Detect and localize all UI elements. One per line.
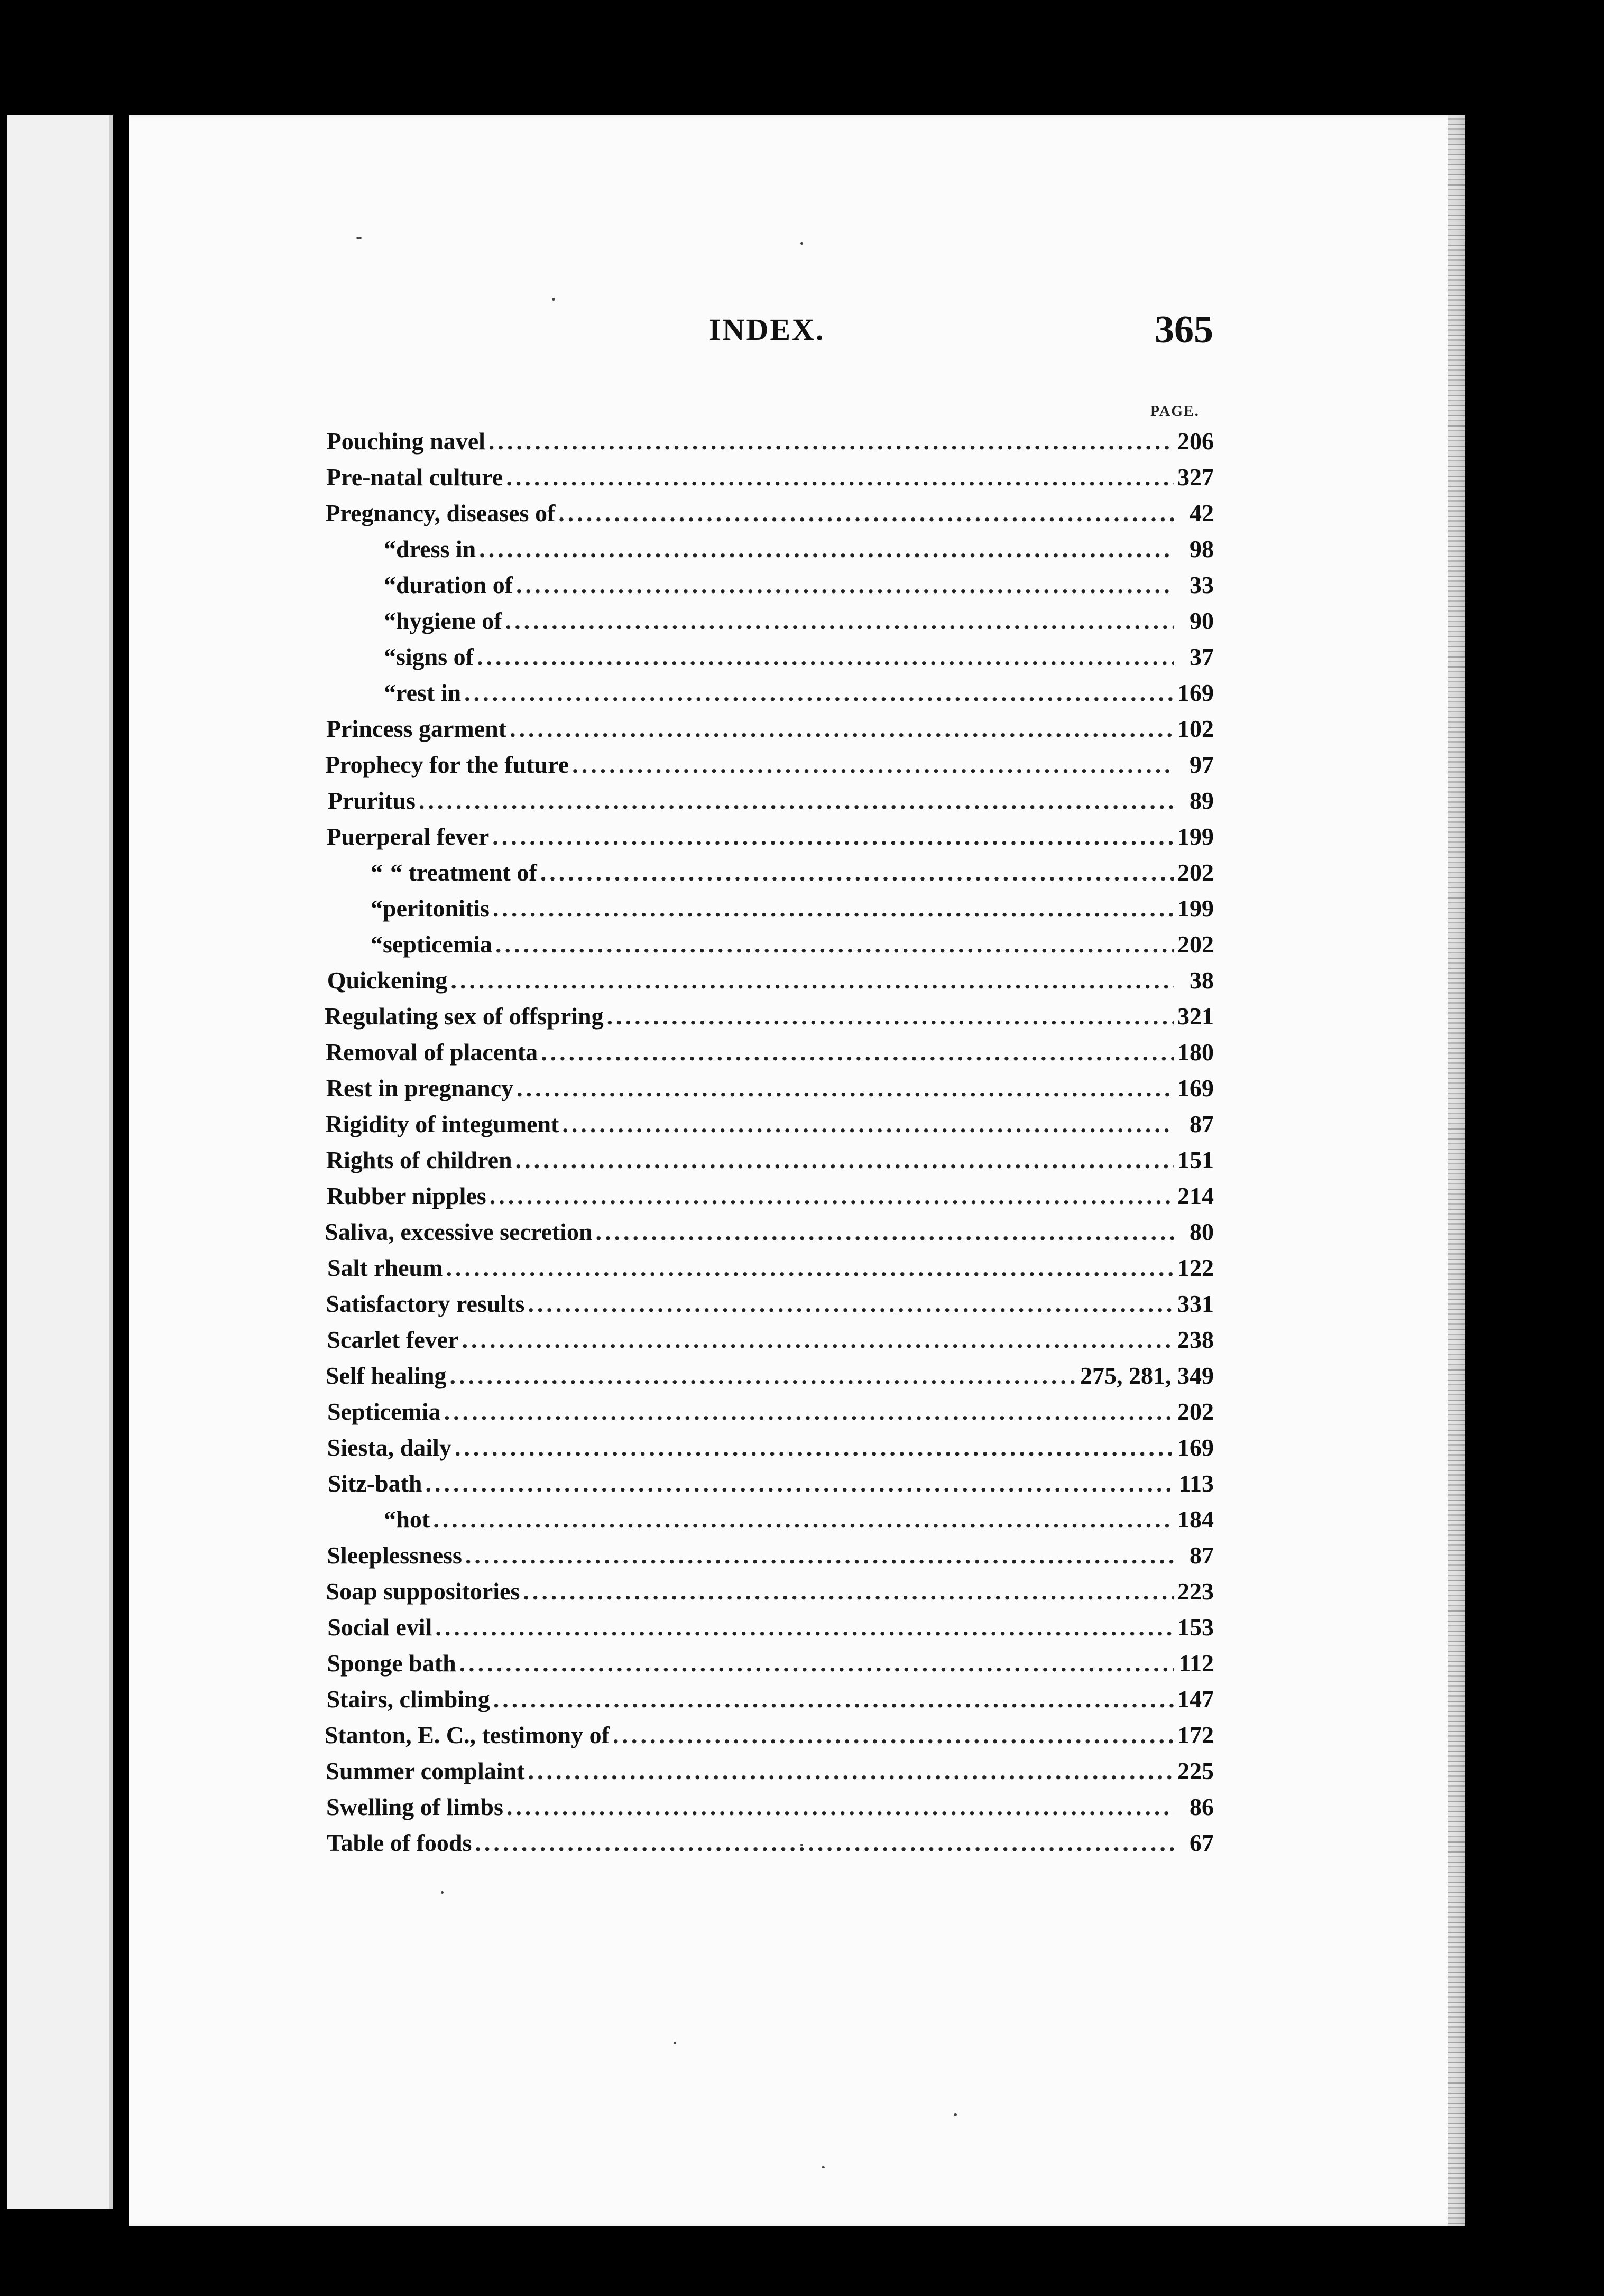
scan-speck [552, 298, 555, 301]
index-subentry [315, 607, 1214, 643]
index-entry [315, 1038, 1214, 1074]
dot-leader [493, 1685, 1174, 1713]
entry-label: Swelling of limbs [326, 1793, 503, 1820]
entry-page: 169 [1177, 1434, 1214, 1461]
entry-page: 90 [1190, 607, 1214, 634]
ditto-mark: “ [371, 859, 383, 886]
entry-page: 67 [1190, 1829, 1214, 1856]
entry-label: rest in [396, 679, 462, 706]
dot-leader [506, 1793, 1174, 1821]
index-entry [315, 1182, 1214, 1218]
dot-leader [446, 1254, 1174, 1282]
index-subentry [315, 1505, 1214, 1541]
entry-page: 122 [1177, 1254, 1214, 1281]
entry-page: 98 [1190, 535, 1214, 562]
entry-label: Saliva, excessive secretion [325, 1218, 593, 1245]
entry-label: Self healing [325, 1362, 447, 1389]
scan-speck [800, 1844, 803, 1846]
entry-page: 113 [1178, 1470, 1214, 1497]
entry-label: hygiene of [396, 607, 502, 634]
entry-label: Satisfactory results [326, 1290, 525, 1317]
entry-label: Quickening [327, 967, 448, 994]
entry-label: Summer complaint [326, 1757, 525, 1784]
index-entry [315, 1685, 1214, 1721]
entry-label: Princess garment [326, 715, 507, 742]
entry-page: 169 [1177, 1075, 1214, 1101]
entry-page: 275, 281, 349 [1080, 1362, 1214, 1389]
entry-page: 33 [1190, 571, 1214, 598]
entry-page: 199 [1177, 823, 1214, 850]
entry-label: Sleeplessness [327, 1542, 462, 1569]
entry-page: 153 [1177, 1614, 1214, 1641]
dot-leader [558, 499, 1174, 527]
entry-page: 327 [1177, 464, 1214, 490]
dot-leader [517, 1074, 1174, 1102]
index-entry [315, 499, 1214, 535]
dot-leader [462, 1326, 1174, 1354]
page-number: 365 [1155, 308, 1213, 351]
entry-label: septicemia [383, 931, 492, 958]
index-entry [315, 463, 1214, 499]
entry-label: “ treatment of [390, 859, 537, 886]
index-subentry [315, 858, 1214, 894]
index-entry [315, 751, 1214, 786]
entry-label: dress in [396, 535, 476, 562]
entry-label: Rest in pregnancy [326, 1075, 514, 1101]
entry-page: 87 [1190, 1542, 1214, 1569]
entry-page: 223 [1177, 1578, 1214, 1605]
dot-leader [528, 1757, 1174, 1785]
index-entry [315, 1110, 1214, 1146]
entry-label: Pregnancy, diseases of [325, 499, 556, 526]
scan-speck [441, 1891, 444, 1894]
dot-leader [516, 571, 1174, 599]
entry-page: 225 [1177, 1757, 1214, 1784]
ditto-mark: “ [384, 607, 396, 634]
entry-page: 321 [1177, 1003, 1214, 1030]
entry-page: 86 [1190, 1793, 1214, 1820]
entry-label: Stanton, E. C., testimony of [324, 1721, 610, 1748]
scan-speck [800, 242, 803, 245]
facing-page-edge [7, 115, 113, 2209]
dot-leader [444, 1397, 1174, 1425]
index-entry [315, 1613, 1214, 1649]
index-subentry [315, 894, 1214, 930]
running-head [129, 308, 1465, 359]
ditto-mark: “ [371, 931, 383, 958]
entry-page: 206 [1177, 428, 1214, 455]
index-entry [315, 1254, 1214, 1290]
dot-leader [433, 1505, 1174, 1533]
index-subentry [315, 643, 1214, 679]
ditto-mark: “ [384, 679, 396, 706]
entry-page: 184 [1177, 1506, 1214, 1533]
entry-page: 147 [1177, 1686, 1214, 1712]
index-entry [315, 1829, 1214, 1865]
scan-speck [954, 2113, 957, 2116]
index-entry [315, 1649, 1214, 1685]
entry-page: 202 [1177, 859, 1214, 886]
entry-label: Rights of children [326, 1146, 512, 1173]
entry-label: duration of [396, 571, 513, 598]
index-entry [315, 1002, 1214, 1038]
entry-label: signs of [396, 643, 474, 670]
dot-leader [464, 679, 1174, 707]
entry-page: 80 [1190, 1218, 1214, 1245]
entry-label: Septicemia [327, 1398, 441, 1425]
dot-leader [495, 930, 1174, 958]
index-entry [315, 1074, 1214, 1110]
entry-page: 87 [1190, 1110, 1214, 1137]
entry-page: 42 [1190, 499, 1214, 526]
entry-page: 331 [1177, 1290, 1214, 1317]
dot-leader [523, 1577, 1174, 1605]
dot-leader [572, 751, 1174, 779]
ditto-mark: “ [371, 895, 383, 922]
entry-label: peritonitis [383, 895, 490, 922]
entry-page: 37 [1190, 643, 1214, 670]
dot-leader [505, 607, 1174, 635]
entry-label: Sponge bath [327, 1650, 456, 1677]
dot-leader [493, 894, 1174, 922]
dot-leader [506, 463, 1174, 491]
dot-leader [492, 822, 1174, 850]
entry-page: 202 [1177, 1398, 1214, 1425]
entry-label: Pouching navel [326, 428, 485, 455]
entry-label: Salt rheum [327, 1254, 443, 1281]
entry-label: Scarlet fever [327, 1326, 459, 1353]
entry-label: Pre-natal culture [326, 464, 503, 490]
index-entry [315, 715, 1214, 751]
entry-page: 102 [1177, 715, 1214, 742]
index-entry [315, 1433, 1214, 1469]
entry-page: 169 [1177, 679, 1214, 706]
index-entry [315, 1541, 1214, 1577]
ditto-mark: “ [384, 1506, 396, 1533]
dot-leader [479, 535, 1174, 563]
dot-leader [528, 1290, 1174, 1318]
index-entry [315, 1577, 1214, 1613]
ditto-mark: “ [384, 571, 396, 598]
index-entry [315, 1146, 1214, 1182]
entry-page: 112 [1178, 1650, 1214, 1677]
index-entry [315, 427, 1214, 463]
dot-leader [426, 1469, 1174, 1497]
index-entry [315, 966, 1214, 1002]
scan-speck [356, 237, 362, 239]
index-entry [315, 822, 1214, 858]
scan-speck [822, 2166, 825, 2168]
dot-leader [607, 1002, 1174, 1030]
entry-page: 199 [1177, 895, 1214, 922]
dot-leader [515, 1146, 1174, 1174]
entry-label: Puerperal fever [326, 823, 490, 850]
dot-leader [475, 1829, 1174, 1857]
entry-label: hot [396, 1506, 430, 1533]
entry-page: 172 [1177, 1721, 1214, 1748]
dot-leader [490, 1182, 1174, 1210]
entry-label: Prophecy for the future [325, 751, 569, 778]
entry-label: Rigidity of integument [325, 1110, 559, 1137]
page-column-label: PAGE. [1150, 403, 1200, 420]
entry-page: 238 [1177, 1326, 1214, 1353]
index-entry [315, 786, 1214, 822]
index-entry [315, 1397, 1214, 1433]
dot-leader [455, 1433, 1174, 1461]
entry-label: Siesta, daily [327, 1434, 451, 1461]
entry-label: Removal of placenta [325, 1039, 538, 1066]
book-page [129, 115, 1465, 2226]
dot-leader [450, 1362, 1077, 1390]
dot-leader [419, 786, 1174, 814]
dot-leader [596, 1218, 1174, 1246]
index-entry [315, 1218, 1214, 1254]
entry-label: Stairs, climbing [326, 1686, 490, 1712]
entry-label: Pruritus [327, 787, 416, 814]
page-title: INDEX. [709, 312, 825, 347]
index-subentry [315, 679, 1214, 715]
index-entry [315, 1793, 1214, 1829]
dot-leader [435, 1613, 1174, 1641]
entry-label: Soap suppositories [326, 1578, 520, 1605]
dot-leader [488, 427, 1174, 455]
index-entry [315, 1326, 1214, 1362]
entry-label: Regulating sex of offspring [324, 1003, 604, 1030]
dot-leader [540, 858, 1174, 886]
dot-leader [562, 1110, 1174, 1138]
index-subentry [315, 535, 1214, 571]
entry-page: 214 [1177, 1182, 1214, 1209]
dot-leader [510, 715, 1174, 743]
entry-label: Sitz-bath [327, 1470, 422, 1497]
entry-page: 202 [1177, 931, 1214, 958]
dot-leader [477, 643, 1174, 671]
scan-speck [674, 2042, 676, 2044]
entry-label: Social evil [327, 1614, 432, 1641]
index-subentry [315, 571, 1214, 607]
index-entry [315, 1757, 1214, 1793]
entry-page: 180 [1177, 1039, 1214, 1066]
entry-label: Rubber nipples [326, 1182, 486, 1209]
dot-leader [450, 966, 1174, 994]
entry-page: 89 [1190, 787, 1214, 814]
entry-page: 97 [1190, 751, 1214, 778]
index-entry [315, 1362, 1214, 1397]
index-subentry [315, 930, 1214, 966]
entry-label: Table of foods [327, 1829, 472, 1856]
entry-page: 151 [1177, 1146, 1214, 1173]
dot-leader [613, 1721, 1174, 1749]
dot-leader [541, 1038, 1174, 1066]
ditto-mark: “ [384, 643, 396, 670]
index-entry [315, 1721, 1214, 1757]
dot-leader [459, 1649, 1174, 1677]
ditto-mark: “ [384, 535, 396, 562]
entry-page: 38 [1190, 967, 1214, 994]
index-entry [315, 1469, 1214, 1505]
index-entry [315, 1290, 1214, 1326]
dot-leader [465, 1541, 1174, 1569]
index-list [315, 427, 1214, 1865]
